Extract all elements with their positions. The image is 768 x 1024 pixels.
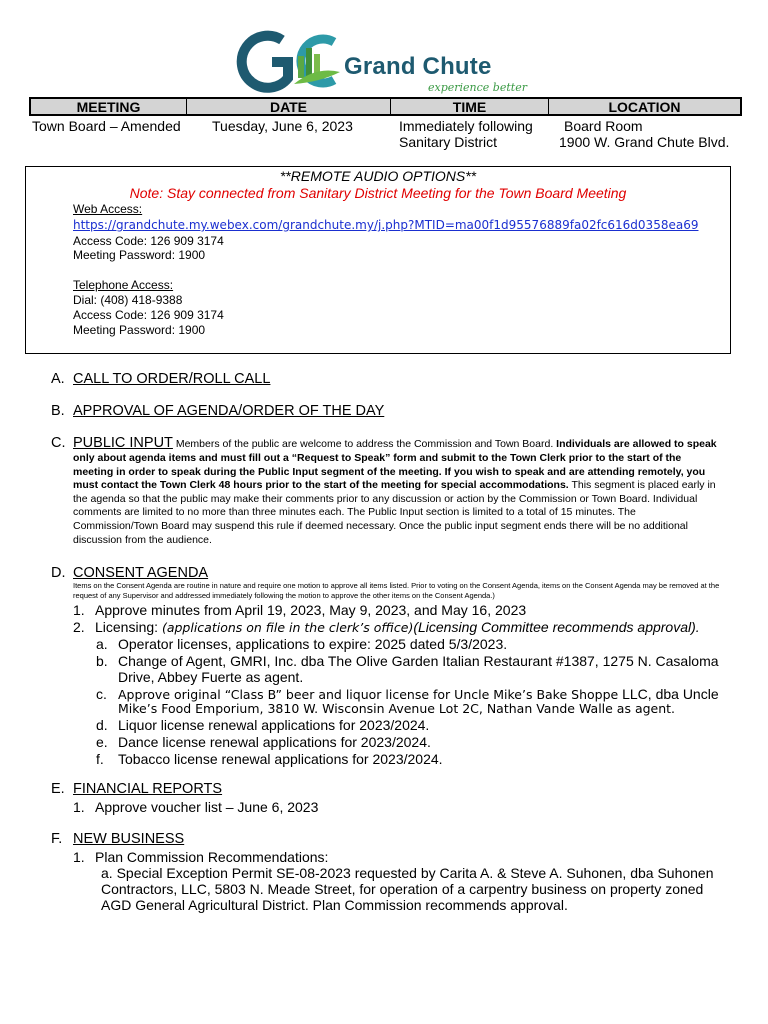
public-input-rules: Individuals are allowed to speak only about agenda items and must fill out a “Request to Speak” form and submit to the Town Clerk prior to the start of the meeting in order to speak during the Public Input segment of the meeting. If you wish to speak and are attending remotely, you must contact the Town Clerk 48 hours prior to the start of the meeting for special accommodations. [73, 438, 717, 492]
web-meeting-password: Meeting Password: 1900 [73, 248, 206, 262]
telephone-access-code: Access Code: 126 909 3174 [73, 308, 224, 322]
section-e-letter: E. [51, 781, 65, 797]
licensing-sub-b: b. Change of Agent, GMRI, Inc. dba The Olive Garden Italian Restaurant #1387, 1275 N. Casaloma [96, 653, 719, 669]
public-input-paragraph [73, 435, 723, 547]
webex-link[interactable]: https://grandchute.my.webex.com/grandchute.my/j.php?MTID=ma00f1d95576889fa02fc616d0358ea69 [73, 218, 699, 232]
licensing-sub-f: f. Tobacco license renewal applications for 2023/2024. [96, 751, 443, 767]
new-business-item-1: 1. Plan Commission Recommendations: [73, 849, 329, 865]
licensing-sub-d: d. Liquor license renewal applications for 2023/2024. [96, 717, 430, 733]
section-e-title: FINANCIAL REPORTS [73, 781, 223, 797]
consent-item-1: 1. Approve minutes from April 19, 2023, May 9, 2023, and May 16, 2023 [73, 602, 527, 618]
section-d-letter: D. [51, 565, 66, 581]
special-exception-line1: a. Special Exception Permit SE-08-2023 requested by Carita A. & Steve A. Suhonen, dba Suhonen [101, 865, 714, 881]
web-access-code: Access Code: 126 909 3174 [73, 234, 224, 248]
location-value-line2: 1900 W. Grand Chute Blvd. [559, 134, 730, 150]
licensing-sub-c: c. Approve original “Class B” beer and liquor license for Uncle Mike’s Bake Shoppe LLC, dba Uncle [96, 686, 719, 702]
section-d-title: CONSENT AGENDA [73, 565, 209, 581]
remote-note: Note: Stay connected from Sanitary District Meeting for the Town Board Meeting [129, 185, 627, 201]
licensing-sub-b-cont: Drive, Abbey Fuerte as agent. [118, 669, 304, 685]
header-location: LOCATION [608, 99, 681, 115]
financial-item-1: 1. Approve voucher list – June 6, 2023 [73, 799, 319, 815]
section-c-letter: C. [51, 435, 66, 451]
time-value-line2: Sanitary District [399, 134, 498, 150]
location-value-line1: Board Room [564, 118, 643, 134]
section-b-letter: B. [51, 403, 65, 419]
public-input-intro: Members of the public are welcome to address the Commission and Town Board. [172, 438, 557, 450]
header-date: DATE [187, 99, 391, 114]
meeting-value: Town Board – Amended [32, 118, 181, 134]
section-f-title: NEW BUSINESS [73, 831, 185, 847]
special-exception-line2: Contractors, LLC, 5803 N. Meade Street, for operation of a carpentry business on property zoned [101, 881, 704, 897]
meeting-info-header [29, 97, 742, 116]
licensing-sub-a: a. Operator licenses, applications to expire: 2025 dated 5/3/2023. [96, 636, 508, 652]
licensing-sub-e: e. Dance license renewal applications for 2023/2024. [96, 734, 431, 750]
consent-item-2: 2. Licensing: (applications on file in the clerk’s office)(Licensing Committee recommends approval). [73, 619, 700, 635]
section-f-letter: F. [51, 831, 63, 847]
header-time: TIME [391, 99, 549, 114]
section-a-title: CALL TO ORDER/ROLL CALL [73, 371, 271, 387]
public-input-rest: This segment is placed early in the agenda so that the public may make their comments prior to any discussion or action by the Commission or Town Board. Individual comments are limited to no more than three minutes each. The Public Input section is limited to a total of 15 minutes. The Commission/Town Board may suspend this rule if deemed necessary. Once the public input segment ends there will be no additional discussion from the audience. [73, 479, 716, 546]
section-b-title: APPROVAL OF AGENDA/ORDER OF THE DAY [73, 403, 385, 419]
telephone-access-label: Telephone Access: [73, 278, 174, 292]
gc-logo-mark-icon [236, 22, 346, 98]
telephone-dial: Dial: (408) 418-9388 [73, 293, 183, 307]
remote-title: **REMOTE AUDIO OPTIONS** [279, 168, 477, 184]
time-value-line1: Immediately following [399, 118, 533, 134]
web-access-label: Web Access: [73, 202, 143, 216]
logo-brand-text: Grand Chute [344, 53, 492, 80]
header-meeting: MEETING [31, 99, 187, 114]
logo-tagline: experience better [428, 81, 527, 94]
telephone-meeting-password: Meeting Password: 1900 [73, 323, 206, 337]
special-exception-line3: AGD General Agricultural District. Plan Commission recommends approval. [101, 897, 568, 913]
section-a-letter: A. [51, 371, 65, 387]
date-value: Tuesday, June 6, 2023 [212, 118, 353, 134]
section-c-title: PUBLIC INPUT [73, 435, 173, 451]
consent-agenda-note: Items on the Consent Agenda are routine in nature and require one motion to approve all items listed. Prior to voting on the Consent Agenda, items on the Consent Agenda may be removed at the request of any Supervisor and addressed immediately following the motion to approve the other items on the Consent Agenda.) [73, 581, 720, 600]
licensing-sub-c-cont: Mike’s Food Emporium, 3810 W. Wisconsin Avenue Lot 2C, Nathan Vande Walle as agent. [118, 701, 676, 716]
